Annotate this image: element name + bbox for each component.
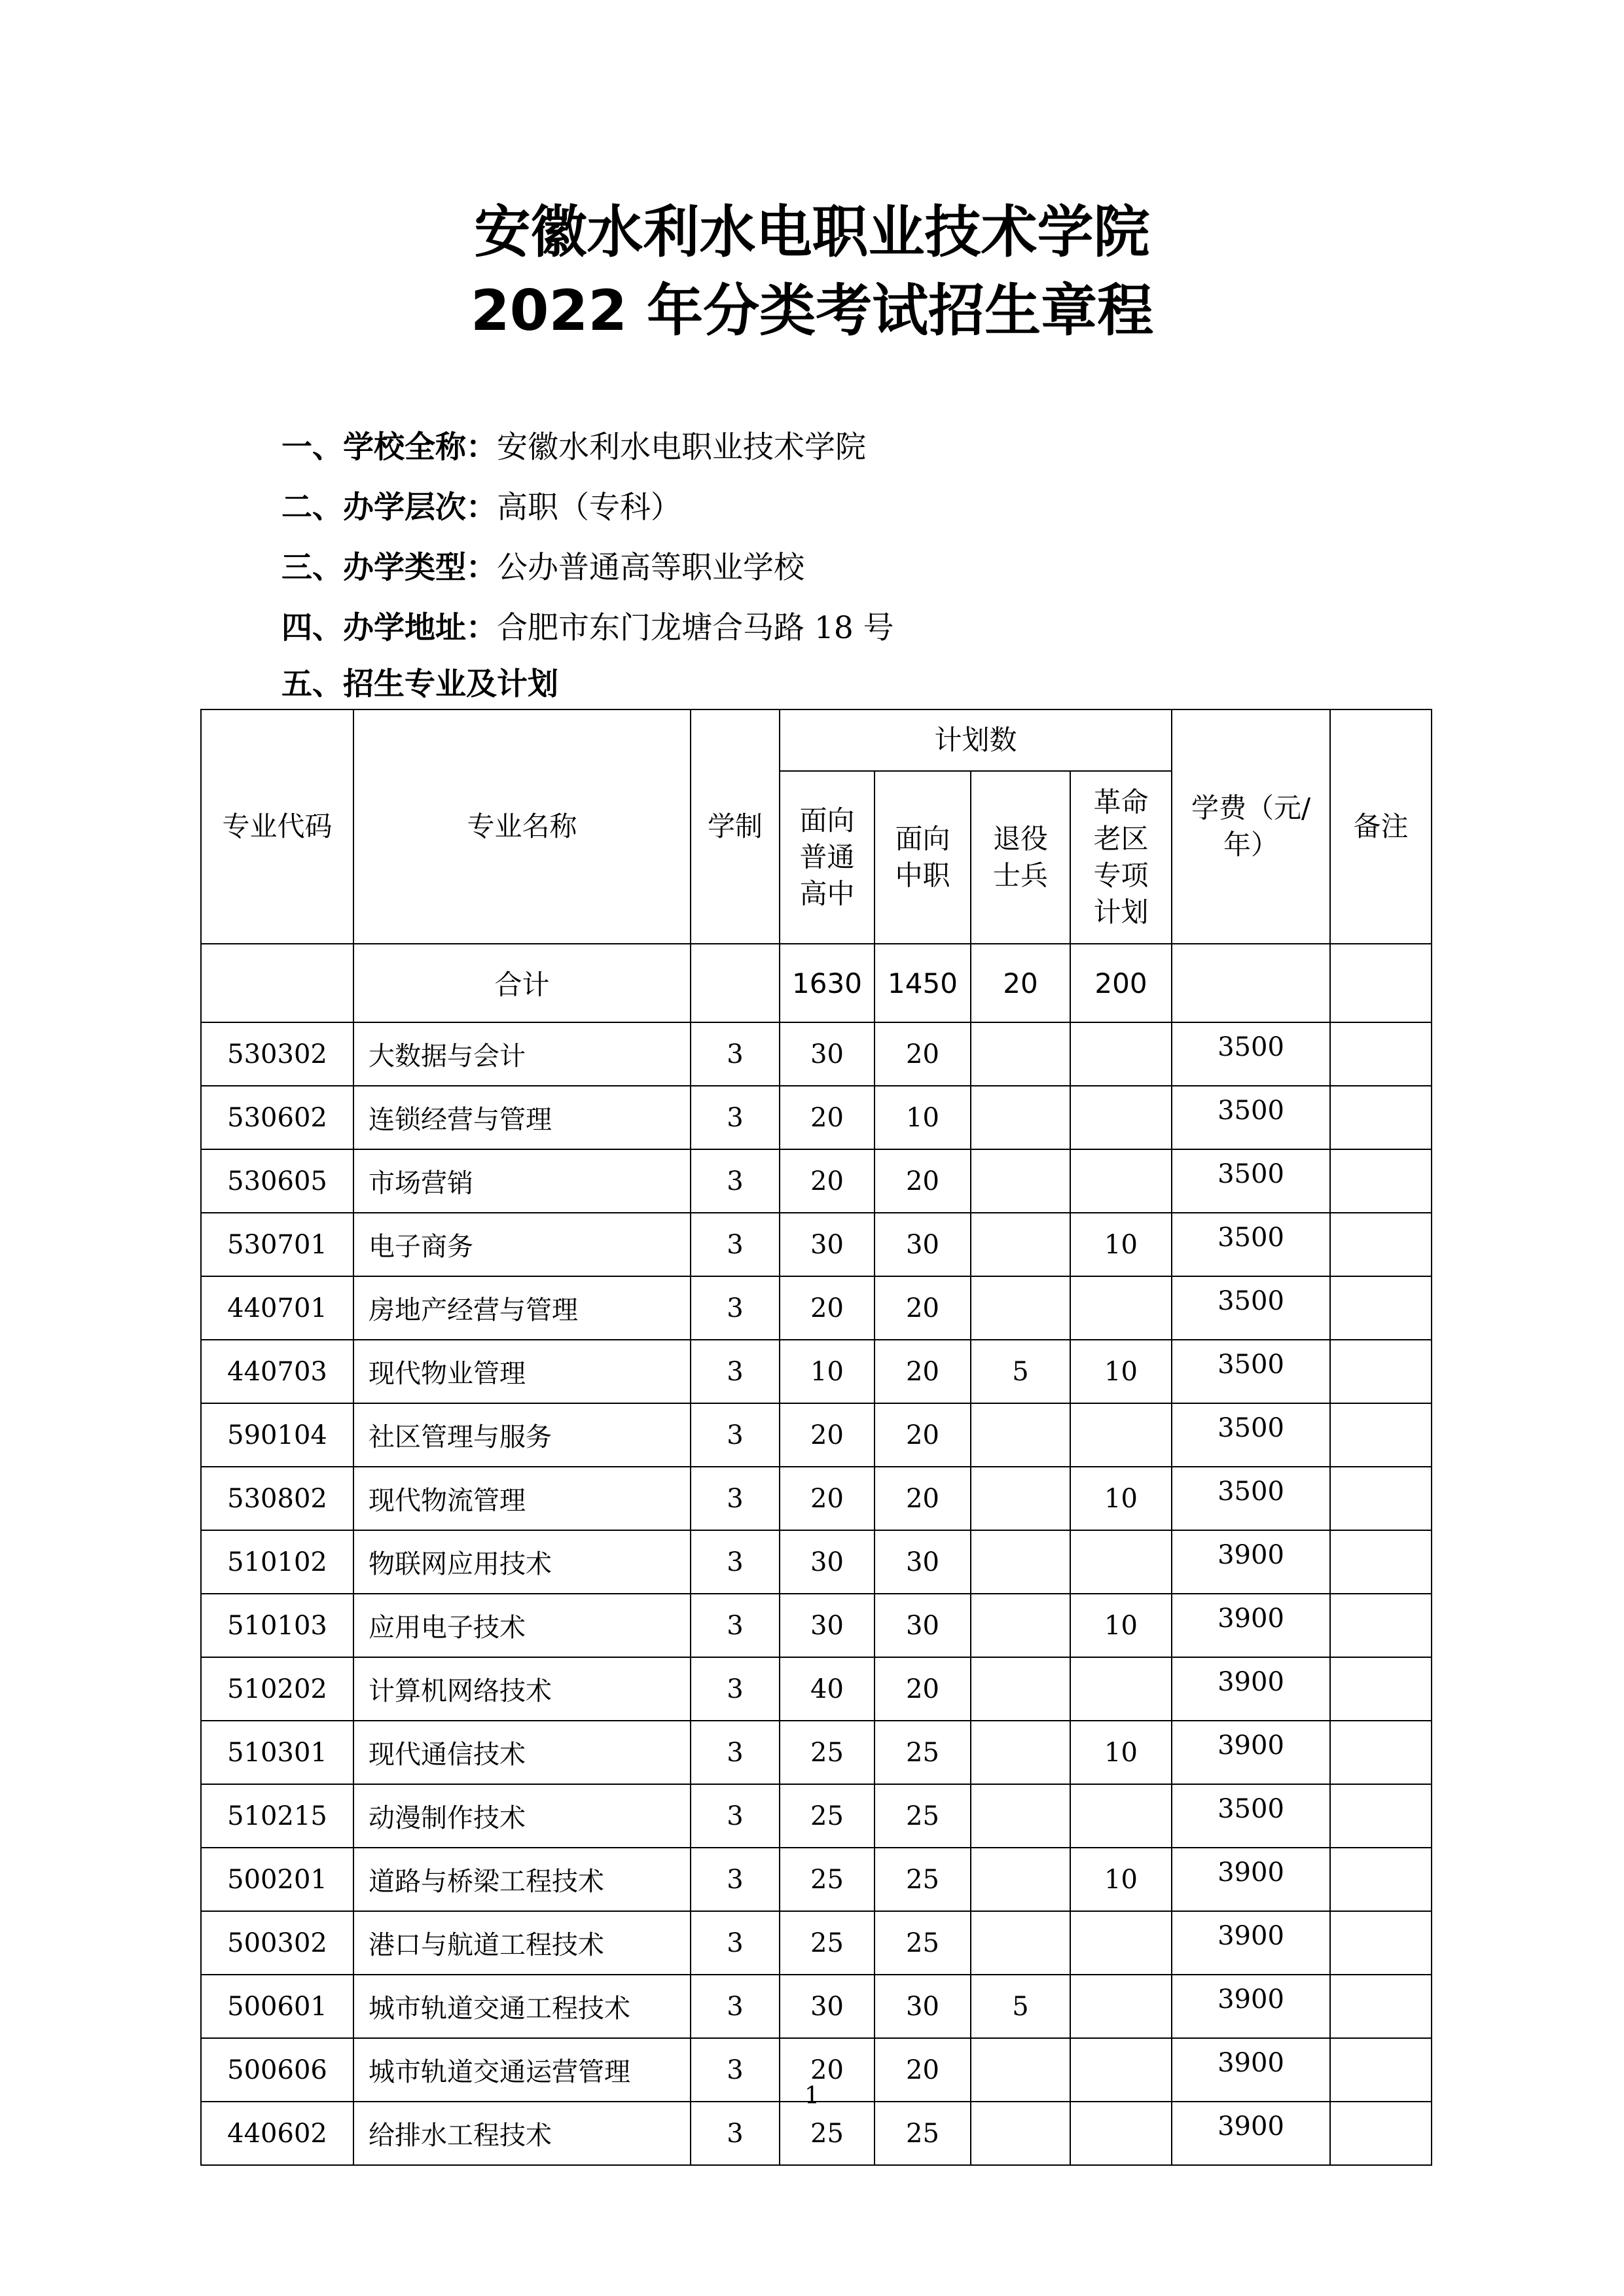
plan-veterans-cell [971, 1213, 1070, 1276]
plan-veterans-cell [971, 1276, 1070, 1340]
info-value: 公办普通高等职业学校 [497, 550, 804, 586]
plan-vocational-cell: 25 [875, 1784, 971, 1848]
table-row [201, 1467, 1432, 1530]
major-code-cell: 510202 [201, 1657, 353, 1721]
duration-cell: 3 [691, 1086, 780, 1149]
major-name-cell: 港口与航道工程技术 [353, 1911, 691, 1975]
plan-old-revolutionary-area-cell [1070, 1657, 1172, 1721]
total-fee-cell [1172, 944, 1330, 1022]
plan-old-revolutionary-area-cell [1070, 1784, 1172, 1848]
header-note: 备注 [1330, 709, 1432, 944]
header-plan-old-revolutionary-area: 革命老区专项计划 [1070, 771, 1172, 944]
plan-general-high-school-cell: 10 [780, 1340, 875, 1403]
major-name-cell: 道路与桥梁工程技术 [353, 1848, 691, 1911]
info-education-level [281, 488, 681, 528]
tuition-fee-cell: 3900 [1172, 2038, 1330, 2102]
enrollment-plan-table [200, 709, 1432, 2166]
total-code-cell [201, 944, 353, 1022]
tuition-fee-cell: 3900 [1172, 1975, 1330, 2038]
major-code-cell: 530302 [201, 1022, 353, 1086]
plan-vocational-cell: 25 [875, 1721, 971, 1784]
total-vocational: 1450 [875, 944, 971, 1022]
total-note-cell [1330, 944, 1432, 1022]
major-name-cell: 给排水工程技术 [353, 2102, 691, 2165]
plan-general-high-school-cell: 20 [780, 1467, 875, 1530]
plan-vocational-cell: 20 [875, 1149, 971, 1213]
info-school-type [281, 548, 804, 588]
table-row [201, 1848, 1432, 1911]
note-cell [1330, 1340, 1432, 1403]
major-code-cell: 440602 [201, 2102, 353, 2165]
header-name: 专业名称 [353, 709, 691, 944]
note-cell [1330, 1657, 1432, 1721]
plan-general-high-school-cell: 30 [780, 1530, 875, 1594]
note-cell [1330, 1467, 1432, 1530]
plan-old-revolutionary-area-cell [1070, 1403, 1172, 1467]
duration-cell: 3 [691, 1911, 780, 1975]
document-title-line2: 2022 年分类考试招生章程 [470, 278, 1154, 344]
table-row [201, 1149, 1432, 1213]
tuition-fee-cell: 3500 [1172, 1403, 1330, 1467]
note-cell [1330, 1784, 1432, 1848]
plan-veterans-cell [971, 1784, 1070, 1848]
duration-cell: 3 [691, 1784, 780, 1848]
major-name-cell: 电子商务 [353, 1213, 691, 1276]
major-code-cell: 510103 [201, 1594, 353, 1657]
plan-general-high-school-cell: 30 [780, 1975, 875, 2038]
tuition-fee-cell: 3900 [1172, 1911, 1330, 1975]
major-name-cell: 现代物流管理 [353, 1467, 691, 1530]
major-code-cell: 500302 [201, 1911, 353, 1975]
plan-veterans-cell [971, 1022, 1070, 1086]
header-plan-veterans: 退役士兵 [971, 771, 1070, 944]
plan-old-revolutionary-area-cell [1070, 1530, 1172, 1594]
info-address [281, 609, 894, 648]
duration-cell: 3 [691, 1276, 780, 1340]
tuition-fee-cell: 3500 [1172, 1086, 1330, 1149]
plan-old-revolutionary-area-cell [1070, 1149, 1172, 1213]
total-years-cell [691, 944, 780, 1022]
tuition-fee-cell: 3900 [1172, 1530, 1330, 1594]
plan-general-high-school-cell: 30 [780, 1594, 875, 1657]
header-plan-general-high-school: 面向普通高中 [780, 771, 875, 944]
header-code: 专业代码 [201, 709, 353, 944]
header-years: 学制 [691, 709, 780, 944]
table-row [201, 1657, 1432, 1721]
tuition-fee-cell: 3500 [1172, 1213, 1330, 1276]
note-cell [1330, 1149, 1432, 1213]
plan-old-revolutionary-area-cell [1070, 2102, 1172, 2165]
major-code-cell: 440703 [201, 1340, 353, 1403]
duration-cell: 3 [691, 1594, 780, 1657]
note-cell [1330, 1848, 1432, 1911]
major-name-cell: 动漫制作技术 [353, 1784, 691, 1848]
plan-general-high-school-cell: 40 [780, 1657, 875, 1721]
plan-old-revolutionary-area-cell: 10 [1070, 1340, 1172, 1403]
plan-vocational-cell: 10 [875, 1086, 971, 1149]
plan-general-high-school-cell: 25 [780, 1911, 875, 1975]
header-fee: 学费（元/年） [1172, 709, 1330, 944]
plan-general-high-school-cell: 20 [780, 1276, 875, 1340]
duration-cell: 3 [691, 2038, 780, 2102]
plan-general-high-school-cell: 20 [780, 1149, 875, 1213]
total-veterans: 20 [971, 944, 1070, 1022]
page-number: 1 [804, 2083, 820, 2109]
table-row [201, 1721, 1432, 1784]
table-row [201, 1213, 1432, 1276]
plan-vocational-cell: 25 [875, 2102, 971, 2165]
info-label: 四、办学地址： [281, 610, 497, 646]
duration-cell: 3 [691, 1657, 780, 1721]
plan-general-high-school-cell: 20 [780, 1086, 875, 1149]
plan-old-revolutionary-area-cell: 10 [1070, 1467, 1172, 1530]
plan-general-high-school-cell: 30 [780, 1022, 875, 1086]
major-code-cell: 510215 [201, 1784, 353, 1848]
plan-vocational-cell: 20 [875, 1657, 971, 1721]
plan-old-revolutionary-area-cell [1070, 1975, 1172, 2038]
info-enrollment-heading [281, 665, 558, 704]
major-code-cell: 500201 [201, 1848, 353, 1911]
table-row [201, 1086, 1432, 1149]
major-name-cell: 社区管理与服务 [353, 1403, 691, 1467]
plan-veterans-cell [971, 1848, 1070, 1911]
plan-general-high-school-cell: 25 [780, 1721, 875, 1784]
table-row [201, 1784, 1432, 1848]
total-old-revolutionary-area: 200 [1070, 944, 1172, 1022]
tuition-fee-cell: 3900 [1172, 1594, 1330, 1657]
note-cell [1330, 1213, 1432, 1276]
major-code-cell: 440701 [201, 1276, 353, 1340]
major-code-cell: 530602 [201, 1086, 353, 1149]
major-name-cell: 房地产经营与管理 [353, 1276, 691, 1340]
major-name-cell: 现代通信技术 [353, 1721, 691, 1784]
major-code-cell: 530701 [201, 1213, 353, 1276]
plan-veterans-cell [971, 1721, 1070, 1784]
major-name-cell: 物联网应用技术 [353, 1530, 691, 1594]
note-cell [1330, 1911, 1432, 1975]
plan-general-high-school-cell: 30 [780, 1213, 875, 1276]
plan-veterans-cell [971, 1086, 1070, 1149]
tuition-fee-cell: 3900 [1172, 1848, 1330, 1911]
plan-vocational-cell: 20 [875, 1467, 971, 1530]
duration-cell: 3 [691, 1403, 780, 1467]
major-code-cell: 590104 [201, 1403, 353, 1467]
table-row [201, 2102, 1432, 2165]
document-title-line1: 安徽水利水电职业技术学院 [474, 200, 1150, 265]
table-row [201, 1403, 1432, 1467]
plan-veterans-cell [971, 1911, 1070, 1975]
major-code-cell: 500606 [201, 2038, 353, 2102]
duration-cell: 3 [691, 1975, 780, 2038]
plan-vocational-cell: 20 [875, 1403, 971, 1467]
total-label: 合计 [353, 944, 691, 1022]
major-code-cell: 530802 [201, 1467, 353, 1530]
info-label: 二、办学层次： [281, 490, 497, 526]
note-cell [1330, 1975, 1432, 2038]
info-school-name [281, 428, 866, 467]
info-label: 三、办学类型： [281, 550, 497, 586]
major-name-cell: 计算机网络技术 [353, 1657, 691, 1721]
duration-cell: 3 [691, 1721, 780, 1784]
duration-cell: 3 [691, 1530, 780, 1594]
plan-vocational-cell: 20 [875, 1276, 971, 1340]
total-general-high-school: 1630 [780, 944, 875, 1022]
plan-vocational-cell: 25 [875, 1848, 971, 1911]
plan-general-high-school-cell: 25 [780, 1848, 875, 1911]
info-value: 安徽水利水电职业技术学院 [497, 429, 866, 465]
major-code-cell: 510301 [201, 1721, 353, 1784]
duration-cell: 3 [691, 1022, 780, 1086]
header-plan-vocational: 面向中职 [875, 771, 971, 944]
table-row [201, 1022, 1432, 1086]
plan-old-revolutionary-area-cell [1070, 1911, 1172, 1975]
table-row [201, 1911, 1432, 1975]
plan-old-revolutionary-area-cell [1070, 1086, 1172, 1149]
note-cell [1330, 1276, 1432, 1340]
plan-general-high-school-cell: 25 [780, 2102, 875, 2165]
plan-veterans-cell [971, 1657, 1070, 1721]
table-row [201, 1340, 1432, 1403]
header-plan: 计划数 [780, 709, 1172, 771]
plan-old-revolutionary-area-cell [1070, 1276, 1172, 1340]
tuition-fee-cell: 3500 [1172, 1022, 1330, 1086]
major-name-cell: 连锁经营与管理 [353, 1086, 691, 1149]
note-cell [1330, 1594, 1432, 1657]
plan-veterans-cell [971, 1467, 1070, 1530]
tuition-fee-cell: 3900 [1172, 1721, 1330, 1784]
plan-vocational-cell: 20 [875, 1022, 971, 1086]
plan-veterans-cell [971, 1530, 1070, 1594]
info-value: 高职（专科） [497, 490, 681, 526]
major-code-cell: 530605 [201, 1149, 353, 1213]
plan-old-revolutionary-area-cell: 10 [1070, 1594, 1172, 1657]
info-label: 五、招生专业及计划 [281, 666, 558, 702]
table-row [201, 1530, 1432, 1594]
tuition-fee-cell: 3500 [1172, 1784, 1330, 1848]
note-cell [1330, 2102, 1432, 2165]
plan-old-revolutionary-area-cell: 10 [1070, 1213, 1172, 1276]
note-cell [1330, 1086, 1432, 1149]
plan-vocational-cell: 30 [875, 1975, 971, 2038]
major-code-cell: 500601 [201, 1975, 353, 2038]
plan-veterans-cell [971, 1403, 1070, 1467]
plan-veterans-cell: 5 [971, 1975, 1070, 2038]
plan-veterans-cell [971, 1149, 1070, 1213]
major-name-cell: 现代物业管理 [353, 1340, 691, 1403]
major-name-cell: 城市轨道交通运营管理 [353, 2038, 691, 2102]
table-row [201, 1975, 1432, 2038]
plan-general-high-school-cell: 20 [780, 2038, 875, 2102]
major-name-cell: 大数据与会计 [353, 1022, 691, 1086]
note-cell [1330, 1721, 1432, 1784]
plan-vocational-cell: 30 [875, 1594, 971, 1657]
plan-vocational-cell: 25 [875, 1911, 971, 1975]
plan-general-high-school-cell: 25 [780, 1784, 875, 1848]
info-value: 合肥市东门龙塘合马路 18 号 [497, 610, 894, 646]
plan-vocational-cell: 30 [875, 1530, 971, 1594]
plan-old-revolutionary-area-cell: 10 [1070, 1721, 1172, 1784]
tuition-fee-cell: 3900 [1172, 2102, 1330, 2165]
duration-cell: 3 [691, 1213, 780, 1276]
info-label: 一、学校全称： [281, 429, 497, 465]
note-cell [1330, 1530, 1432, 1594]
tuition-fee-cell: 3500 [1172, 1276, 1330, 1340]
plan-old-revolutionary-area-cell: 10 [1070, 1848, 1172, 1911]
plan-general-high-school-cell: 20 [780, 1403, 875, 1467]
plan-veterans-cell [971, 2102, 1070, 2165]
major-name-cell: 城市轨道交通工程技术 [353, 1975, 691, 2038]
duration-cell: 3 [691, 1848, 780, 1911]
total-row [201, 944, 1432, 1022]
duration-cell: 3 [691, 1467, 780, 1530]
major-name-cell: 应用电子技术 [353, 1594, 691, 1657]
table-row [201, 1594, 1432, 1657]
major-code-cell: 510102 [201, 1530, 353, 1594]
note-cell [1330, 1403, 1432, 1467]
plan-vocational-cell: 20 [875, 1340, 971, 1403]
duration-cell: 3 [691, 1149, 780, 1213]
table-row [201, 1276, 1432, 1340]
plan-old-revolutionary-area-cell [1070, 1022, 1172, 1086]
major-name-cell: 市场营销 [353, 1149, 691, 1213]
duration-cell: 3 [691, 1340, 780, 1403]
tuition-fee-cell: 3900 [1172, 1657, 1330, 1721]
tuition-fee-cell: 3500 [1172, 1467, 1330, 1530]
tuition-fee-cell: 3500 [1172, 1340, 1330, 1403]
plan-veterans-cell: 5 [971, 1340, 1070, 1403]
duration-cell: 3 [691, 2102, 780, 2165]
note-cell [1330, 1022, 1432, 1086]
plan-vocational-cell: 20 [875, 2038, 971, 2102]
tuition-fee-cell: 3500 [1172, 1149, 1330, 1213]
plan-vocational-cell: 30 [875, 1213, 971, 1276]
plan-veterans-cell [971, 1594, 1070, 1657]
